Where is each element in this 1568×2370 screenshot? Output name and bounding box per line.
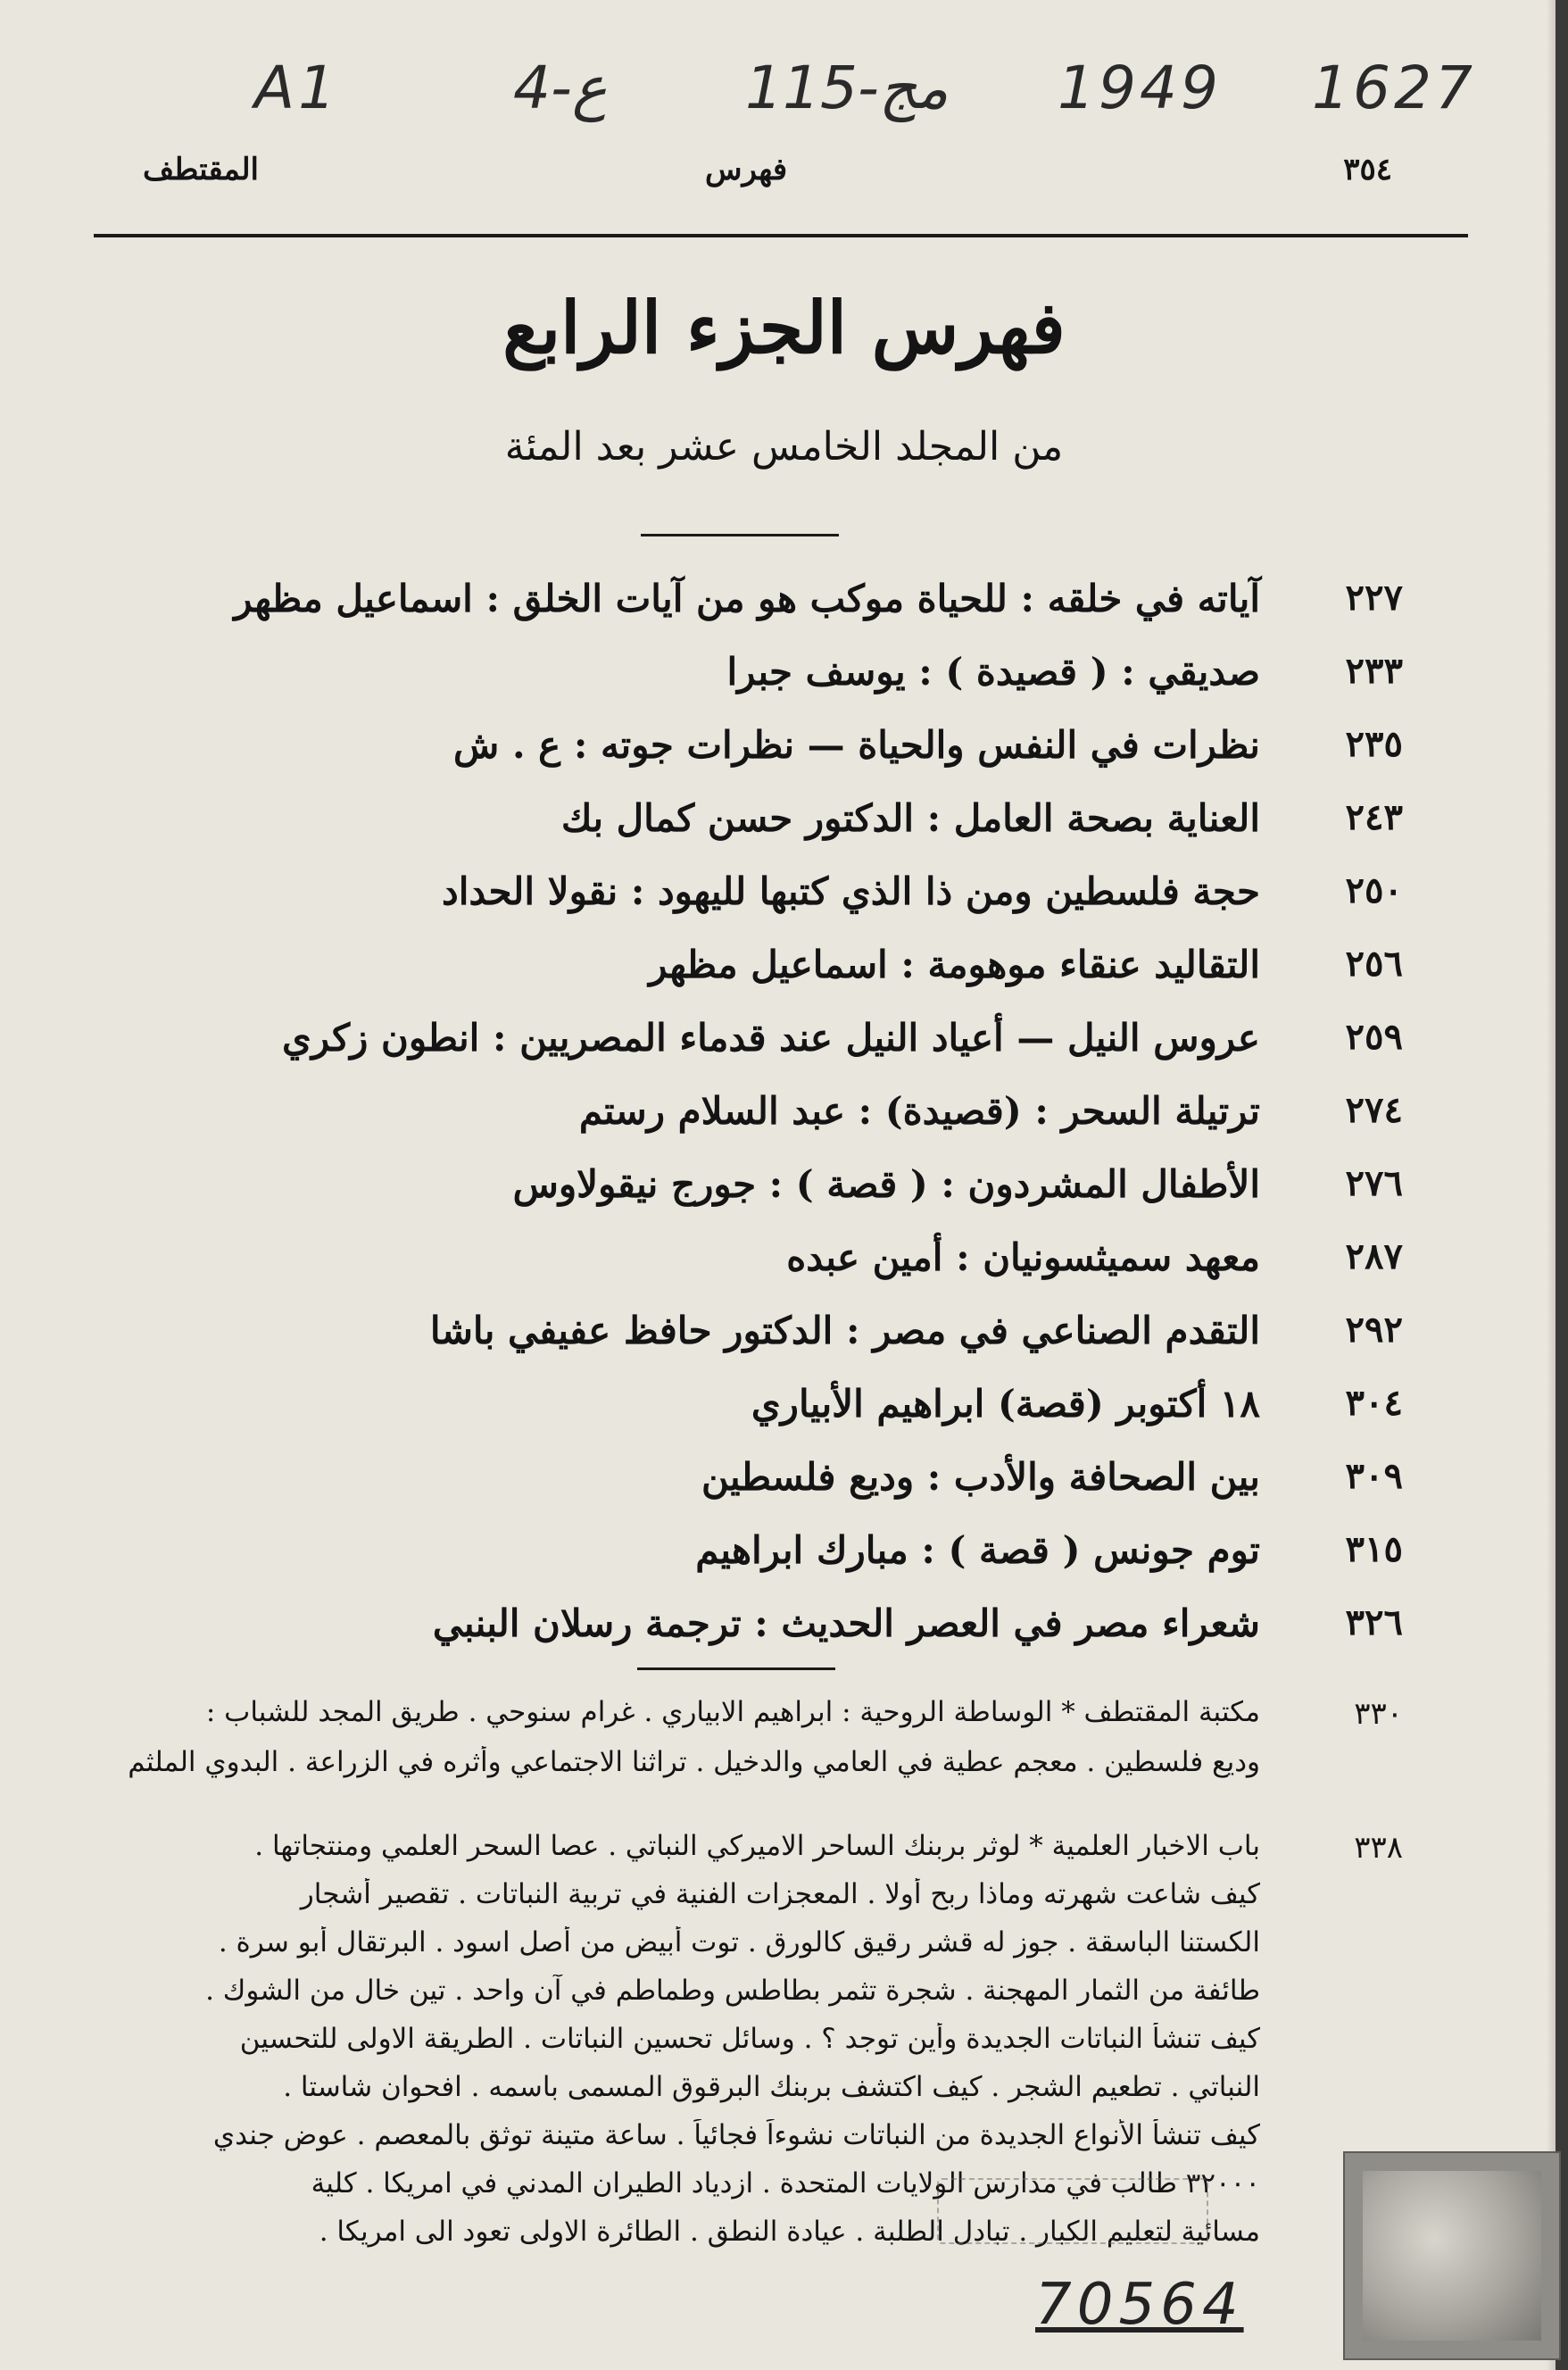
toc-page-number: ٢٤٣ (1345, 796, 1403, 838)
journal-name: المقتطف (143, 152, 260, 187)
toc-entry-text: ١٨ أكتوبر (قصة) ابراهيم الأبياري (751, 1382, 1260, 1426)
toc-entry-text: العناية بصحة العامل : الدكتور حسن كمال بك (560, 796, 1260, 840)
toc-entry (0, 723, 1568, 786)
toc-page-number: ٢٨٧ (1345, 1235, 1403, 1277)
toc-entry-text: شعراء مصر في العصر الحديث : ترجمة رسلان البنبي (432, 1601, 1260, 1645)
toc-page-number: ٣٠٩ (1345, 1455, 1403, 1497)
handwritten-note-c: 115-مج (745, 54, 949, 122)
accession-number: 70564 (1035, 2272, 1244, 2338)
note-page-number: ٣٣٠ (1354, 1696, 1403, 1732)
page-title: فهرس الجزء الرابع (502, 286, 1066, 370)
page-subtitle: من المجلد الخامس عشر بعد المئة (504, 424, 1064, 470)
note-line-row (0, 1926, 1568, 1971)
toc-entry (0, 1235, 1568, 1298)
note-line-row (0, 2119, 1568, 2164)
toc-entry-text: عروس النيل — أعياد النيل عند قدماء المصريين : انطون زكري (282, 1016, 1260, 1060)
toc-entry (0, 943, 1568, 1005)
note-line-row (0, 1975, 1568, 2019)
toc-page-number: ٣٢٦ (1345, 1601, 1403, 1643)
toc-entry (0, 1455, 1568, 1518)
note-line-row (0, 2023, 1568, 2067)
note-text-line: وديع فلسطين . معجم عطية في العامي والدخيل . تراثنا الاجتماعي وأثره في الزراعة . البدوي الملثم (128, 1746, 1260, 1778)
header-divider (94, 234, 1468, 237)
toc-entry (0, 869, 1568, 932)
toc-entry-text: صديقي : ( قصيدة ) : يوسف جبرا (726, 650, 1260, 694)
handwritten-catalog-notes (0, 54, 1568, 134)
note-line-row (0, 2071, 1568, 2116)
toc-entry-text: التقدم الصناعي في مصر : الدكتور حافظ عفيفي باشا (429, 1309, 1260, 1352)
library-seal-image (1363, 2171, 1541, 2341)
toc-entry (0, 1528, 1568, 1591)
handwritten-note-d: 1949 (1058, 54, 1222, 122)
note-text-line: كيف شاعت شهرته وماذا ربح أولا . المعجزات الفنية في تربية النباتات . تقصير أشجار (300, 1878, 1260, 1910)
toc-entry (0, 1309, 1568, 1371)
toc-page-number: ٢٢٧ (1345, 577, 1403, 619)
note-line-row (0, 2167, 1568, 2212)
toc-page-number: ٢٧٤ (1345, 1089, 1403, 1131)
toc-entry (0, 577, 1568, 639)
note-text-line: طائفة من الثمار المهجنة . شجرة تثمر بطاطس وطماطم في آن واحد . تين خال من الشوك . (205, 1975, 1260, 2007)
toc-page-number: ٢٣٣ (1345, 650, 1403, 692)
toc-entry (0, 1601, 1568, 1664)
handwritten-note-b: 4-ع (513, 54, 608, 122)
toc-page-number: ٢٣٥ (1345, 723, 1403, 765)
note-line-row (0, 1746, 1568, 1791)
library-stamp-outline (937, 2178, 1208, 2244)
note-text-line: كيف تنشأ النباتات الجديدة وأين توجد ؟ . وسائل تحسين النباتات . الطريقة الاولى للتحسين (239, 2023, 1260, 2055)
toc-page-number: ٢٥٩ (1345, 1016, 1403, 1058)
toc-entry-text: نظرات في النفس والحياة — نظرات جوته : ع . ش (453, 723, 1260, 767)
note-text-line: الكستنا الباسقة . جوز له قشر رقيق كالورق . توت أبيض من أصل اسود . البرتقال أبو سرة . (218, 1926, 1260, 1958)
toc-entry (0, 1016, 1568, 1078)
toc-page-number: ٢٥٠ (1345, 869, 1403, 911)
toc-entry (0, 1382, 1568, 1444)
handwritten-note-e: 1627 (1312, 54, 1476, 122)
note-text-line: كيف تنشأ الأنواع الجديدة من النباتات نشوءاً فجائياً . ساعة متينة توثق بالمعصم . عوض جندي (212, 2119, 1260, 2151)
note-text-line: مكتبة المقتطف * الوساطة الروحية : ابراهيم الابياري . غرام سنوحي . طريق المجد للشباب : (205, 1696, 1260, 1728)
toc-entry-text: التقاليد عنقاء موهومة : اسماعيل مظهر (649, 943, 1260, 986)
handwritten-note-a: A1 (254, 54, 340, 122)
page-number: ٣٥٤ (1343, 152, 1392, 187)
toc-page-number: ٢٧٦ (1345, 1162, 1403, 1204)
toc-entry (0, 796, 1568, 859)
note-text-line: النباتي . تطعيم الشجر . كيف اكتشف بربنك البرقوق المسمى باسمه . افحوان شاستا . (283, 2071, 1260, 2103)
running-head-center: فهرس (705, 152, 788, 187)
note-line-row (0, 1696, 1568, 1741)
toc-page-number: ٢٥٦ (1345, 943, 1403, 985)
note-line-row (0, 1878, 1568, 1923)
toc-entry-text: معهد سميثسونيان : أمين عبده (786, 1235, 1260, 1279)
toc-page-number: ٣١٥ (1345, 1528, 1403, 1570)
toc-entry-text: توم جونس ( قصة ) : مبارك ابراهيم (695, 1528, 1260, 1572)
note-text-line: ٣٢٠٠٠ طالب في مدارس الولايات المتحدة . ازدياد الطيران المدني في امريكا . كلية (311, 2167, 1260, 2200)
running-head (143, 152, 1392, 205)
toc-page-number: ٣٠٤ (1345, 1382, 1403, 1424)
toc-entry (0, 1162, 1568, 1225)
note-text-line: باب الاخبار العلمية * لوثر بربنك الساحر الاميركي النباتي . عصا السحر العلمي ومنتجاتها . (254, 1830, 1260, 1862)
toc-page-number: ٢٩٢ (1345, 1309, 1403, 1351)
library-seal (1343, 2151, 1561, 2360)
toc-entry-text: آياته في خلقه : للحياة موكب هو من آيات الخلق : اسماعيل مظهر (234, 577, 1260, 620)
toc-entry-text: الأطفال المشردون : ( قصة ) : جورج نيقولاوس (512, 1162, 1260, 1206)
note-page-number: ٣٣٨ (1354, 1830, 1403, 1866)
note-line-row (0, 2216, 1568, 2260)
toc-entry (0, 1089, 1568, 1152)
toc-entry-text: ترتيلة السحر : (قصيدة) : عبد السلام رستم (578, 1089, 1260, 1133)
title-divider (641, 534, 839, 536)
toc-entry-text: بين الصحافة والأدب : وديع فلسطين (701, 1455, 1260, 1499)
note-text-line: مسائية لتعليم الكبار . تبادل الطلبة . عيادة النطق . الطائرة الاولى تعود الى امريكا . (319, 2216, 1260, 2248)
toc-entry-text: حجة فلسطين ومن ذا الذي كتبها لليهود : نقولا الحداد (442, 869, 1260, 913)
toc-entry (0, 650, 1568, 712)
section-divider (637, 1667, 835, 1670)
note-line-row (0, 1830, 1568, 1875)
